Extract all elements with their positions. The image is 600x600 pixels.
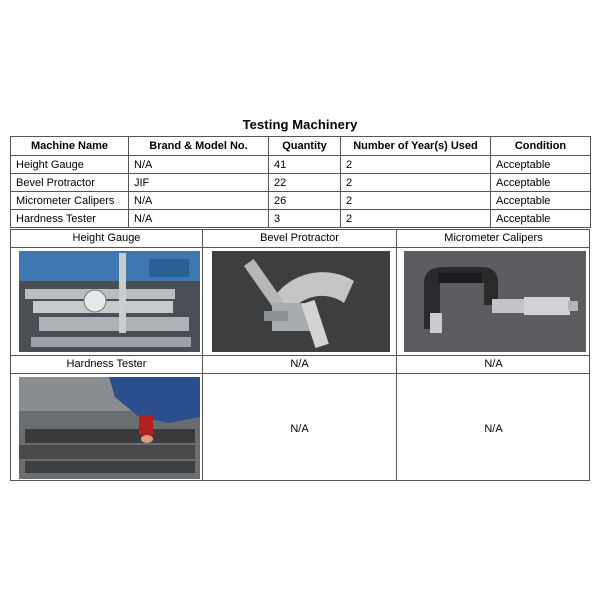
caption-bevel-protractor: Bevel Protractor xyxy=(260,232,339,244)
caption-height-gauge: Height Gauge xyxy=(72,232,141,244)
machinery-table xyxy=(10,136,591,228)
cell-quantity: 22 xyxy=(269,174,341,192)
page-title: Testing Machinery xyxy=(242,117,358,132)
cell-years-used: 2 xyxy=(341,174,491,192)
cell-brand-model: JIF xyxy=(129,174,269,192)
column-header: Number of Year(s) Used xyxy=(341,137,491,156)
grid-divider xyxy=(11,247,589,248)
cell-condition: Acceptable xyxy=(491,156,591,174)
photo-grid xyxy=(10,229,590,481)
cell-machine-name: Bevel Protractor xyxy=(11,174,129,192)
empty-cell-text: N/A xyxy=(290,423,309,435)
column-header: Machine Name xyxy=(11,137,129,156)
cell-quantity: 41 xyxy=(269,156,341,174)
cell-years-used: 2 xyxy=(341,156,491,174)
height-gauge-photo xyxy=(19,251,200,352)
micrometer-calipers-photo xyxy=(404,251,586,352)
caption-hardness-tester: Hardness Tester xyxy=(66,358,147,370)
cell-machine-name: Micrometer Calipers xyxy=(11,192,129,210)
cell-quantity: 3 xyxy=(269,210,341,228)
cell-quantity: 26 xyxy=(269,192,341,210)
cell-years-used: 2 xyxy=(341,210,491,228)
table-row xyxy=(11,156,591,174)
cell-condition: Acceptable xyxy=(491,210,591,228)
table-row xyxy=(11,174,591,192)
column-header: Condition xyxy=(491,137,591,156)
table-header-row xyxy=(11,137,591,156)
caption-micrometer-calipers: Micrometer Calipers xyxy=(444,232,543,244)
cell-brand-model: N/A xyxy=(129,192,269,210)
cell-machine-name: Hardness Tester xyxy=(11,210,129,228)
caption-empty-cell: N/A xyxy=(484,358,503,370)
table-row xyxy=(11,192,591,210)
cell-brand-model: N/A xyxy=(129,156,269,174)
hardness-tester-photo xyxy=(19,377,200,479)
cell-brand-model: N/A xyxy=(129,210,269,228)
cell-years-used: 2 xyxy=(341,192,491,210)
cell-condition: Acceptable xyxy=(491,174,591,192)
cell-machine-name: Height Gauge xyxy=(11,156,129,174)
grid-divider xyxy=(11,373,589,374)
column-header: Brand & Model No. xyxy=(129,137,269,156)
table-row xyxy=(11,210,591,228)
empty-cell-text: N/A xyxy=(484,423,503,435)
grid-divider xyxy=(11,355,589,356)
caption-empty-cell: N/A xyxy=(290,358,309,370)
cell-condition: Acceptable xyxy=(491,192,591,210)
bevel-protractor-photo xyxy=(212,251,390,352)
column-header: Quantity xyxy=(269,137,341,156)
